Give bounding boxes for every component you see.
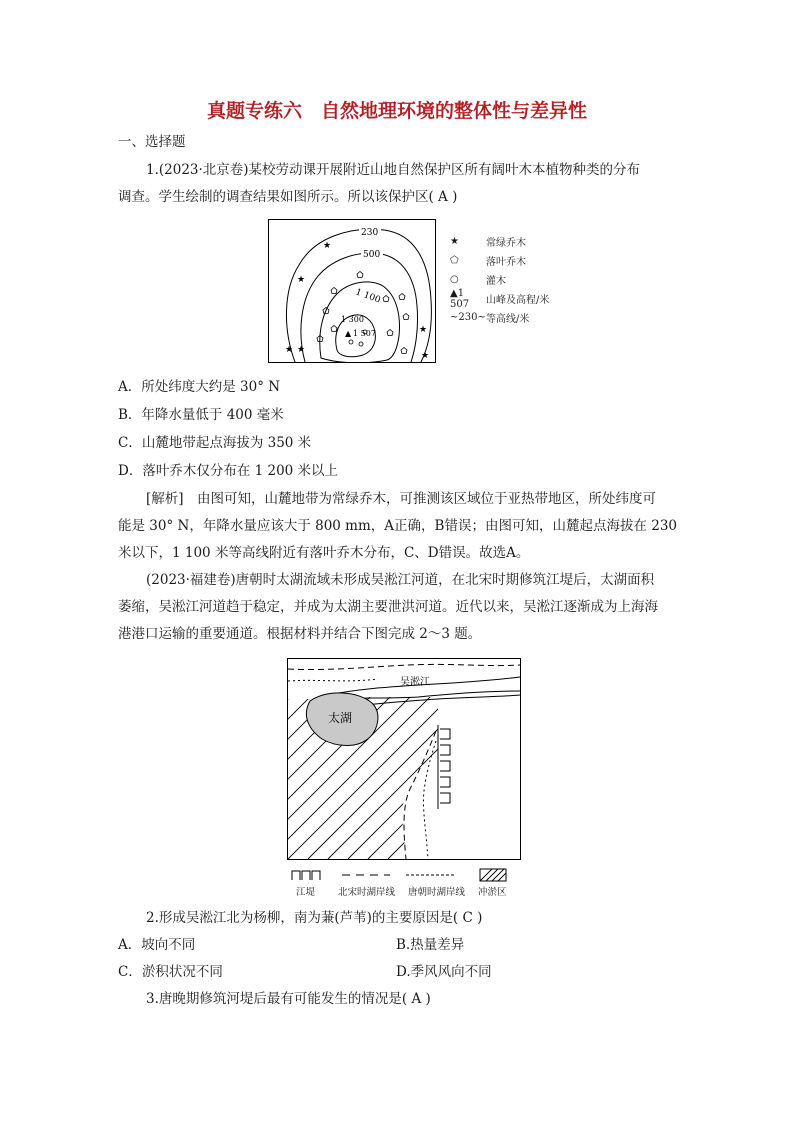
legend-row bbox=[450, 289, 549, 308]
contour-label-230: 230 bbox=[361, 228, 379, 238]
pentagon-icon bbox=[331, 326, 337, 332]
q2-option-b: B.热量差异 bbox=[396, 937, 465, 953]
dike-icon bbox=[440, 729, 450, 739]
pentagon-icon bbox=[401, 348, 407, 354]
q1-stem-line1: 1.(2023·北京卷)某校劳动课开展附近山地自然保护区所有阔叶木本植物种类的分布 bbox=[146, 162, 641, 178]
q3-stem: 3.唐晚期修筑河堤后最有可能发生的情况是( A ) bbox=[146, 991, 431, 1007]
contour-500 bbox=[301, 253, 418, 362]
q1-option-d: D．落叶乔木仅分布在 1 200 米以上 bbox=[118, 463, 339, 479]
dike-icon bbox=[440, 745, 450, 755]
contour-icon: ~230~ bbox=[450, 312, 486, 323]
legend-label-dike: 江堤 bbox=[296, 887, 316, 898]
circle-icon: ○ bbox=[450, 274, 459, 285]
lake-label: 太湖 bbox=[328, 711, 353, 725]
q2-stem: 2.形成吴淞江北为杨柳，南为蒹(芦苇)的主要原因是( C ) bbox=[146, 910, 483, 926]
q1-option-b: B．年降水量低于 400 毫米 bbox=[118, 407, 284, 423]
star-icon: ★ bbox=[450, 236, 459, 247]
star-icon: ★ bbox=[419, 325, 428, 335]
contour-label-1100: 1 100 bbox=[353, 287, 382, 306]
pentagon-icon bbox=[357, 272, 363, 278]
analysis-line2: 能是 30° N，年降水量应该大于 800 mm，A正确，B错误；由图可知，山麓起点海拔在 230 bbox=[118, 518, 678, 534]
peak-icon: ▲ bbox=[345, 329, 352, 338]
page-title: 真题专练六 自然地理环境的整体性与差异性 bbox=[206, 100, 587, 122]
pentagon-icon bbox=[383, 296, 389, 302]
star-icon: ★ bbox=[323, 241, 332, 251]
star-icon: ★ bbox=[297, 275, 306, 285]
contour-label-500: 500 bbox=[363, 250, 381, 260]
legend-label: 常绿乔木 bbox=[486, 238, 526, 249]
legend-label: 等高线/米 bbox=[486, 314, 530, 325]
legend-symbols bbox=[290, 868, 522, 882]
star-icon: ★ bbox=[421, 351, 430, 361]
evergreen-symbols bbox=[285, 241, 429, 361]
q1-stem-line2: 调查。学生绘制的调查结果如图所示。所以该保护区( A ) bbox=[118, 189, 458, 205]
circle-icon bbox=[349, 340, 353, 344]
contour-map-figure bbox=[268, 219, 436, 363]
contour-map-legend bbox=[450, 232, 549, 327]
dike-icon bbox=[440, 777, 450, 787]
material-line1: (2023·福建卷)唐朝时太湖流域未形成吴淞江河道，在北宋时期修筑江堤后，太湖面积 bbox=[146, 572, 655, 588]
material-line2: 萎缩，吴淞江河道趋于稳定，并成为太湖主要泄洪河道。近代以来，吴淞江逐渐成为上海海 bbox=[118, 599, 658, 615]
legend-label-song: 北宋时湖岸线 bbox=[338, 887, 396, 898]
legend-row bbox=[450, 251, 549, 270]
star-icon: ★ bbox=[285, 345, 294, 355]
material-line3: 港港口运输的重要通道。根据材料并结合下图完成 2～3 题。 bbox=[118, 626, 482, 642]
legend-label: 灌木 bbox=[486, 276, 506, 287]
legend-row bbox=[450, 308, 549, 327]
legend-label: 山峰及高程/米 bbox=[486, 295, 550, 306]
star-icon: ★ bbox=[297, 345, 306, 355]
taihu-map-legend bbox=[290, 868, 522, 898]
pentagon-icon bbox=[399, 294, 405, 300]
pentagon-icon bbox=[387, 330, 393, 336]
pentagon-icon: ⬠ bbox=[450, 255, 459, 266]
deciduous-symbols bbox=[317, 272, 409, 354]
q2-option-c: C．淤积状况不同 bbox=[118, 964, 223, 980]
dike-icon bbox=[292, 871, 320, 880]
q2-option-a: A．坡向不同 bbox=[118, 937, 196, 953]
legend-label-silt: 冲淤区 bbox=[478, 887, 507, 898]
q1-option-a: A．所处纬度大约是 30° N bbox=[118, 379, 281, 395]
dike-icon bbox=[440, 761, 450, 771]
q1-option-c: C．山麓地带起点海拔为 350 米 bbox=[118, 435, 312, 451]
taihu-map-svg bbox=[288, 659, 520, 859]
legend-row bbox=[450, 270, 549, 289]
q2-option-d: D.季风风向不同 bbox=[396, 964, 492, 980]
peak-icon: ▲1 507 bbox=[450, 287, 470, 310]
pentagon-icon bbox=[403, 314, 409, 320]
legend-row bbox=[450, 232, 549, 251]
legend-label-tang: 唐朝时湖岸线 bbox=[408, 887, 466, 898]
analysis-line3: 米以下，1 100 米等高线附近有落叶乔木分布，C、D错误。故选A。 bbox=[118, 545, 530, 561]
circle-icon bbox=[359, 342, 363, 346]
river-label: 吴淞江 bbox=[400, 677, 430, 688]
section-heading: 一、选择题 bbox=[118, 134, 186, 150]
contour-label-1300: 1 300 bbox=[341, 315, 364, 324]
legend-label: 落叶乔木 bbox=[486, 257, 526, 268]
peak-label: 1 507 bbox=[353, 329, 376, 338]
contour-map-svg bbox=[269, 220, 435, 362]
analysis-line1: [解析] 由图可知，山麓地带为常绿乔木，可推测该区域位于亚热带地区，所处纬度可 bbox=[146, 491, 657, 507]
dike-icon bbox=[440, 793, 450, 803]
taihu-map-figure bbox=[287, 658, 521, 860]
pentagon-icon bbox=[331, 288, 337, 294]
